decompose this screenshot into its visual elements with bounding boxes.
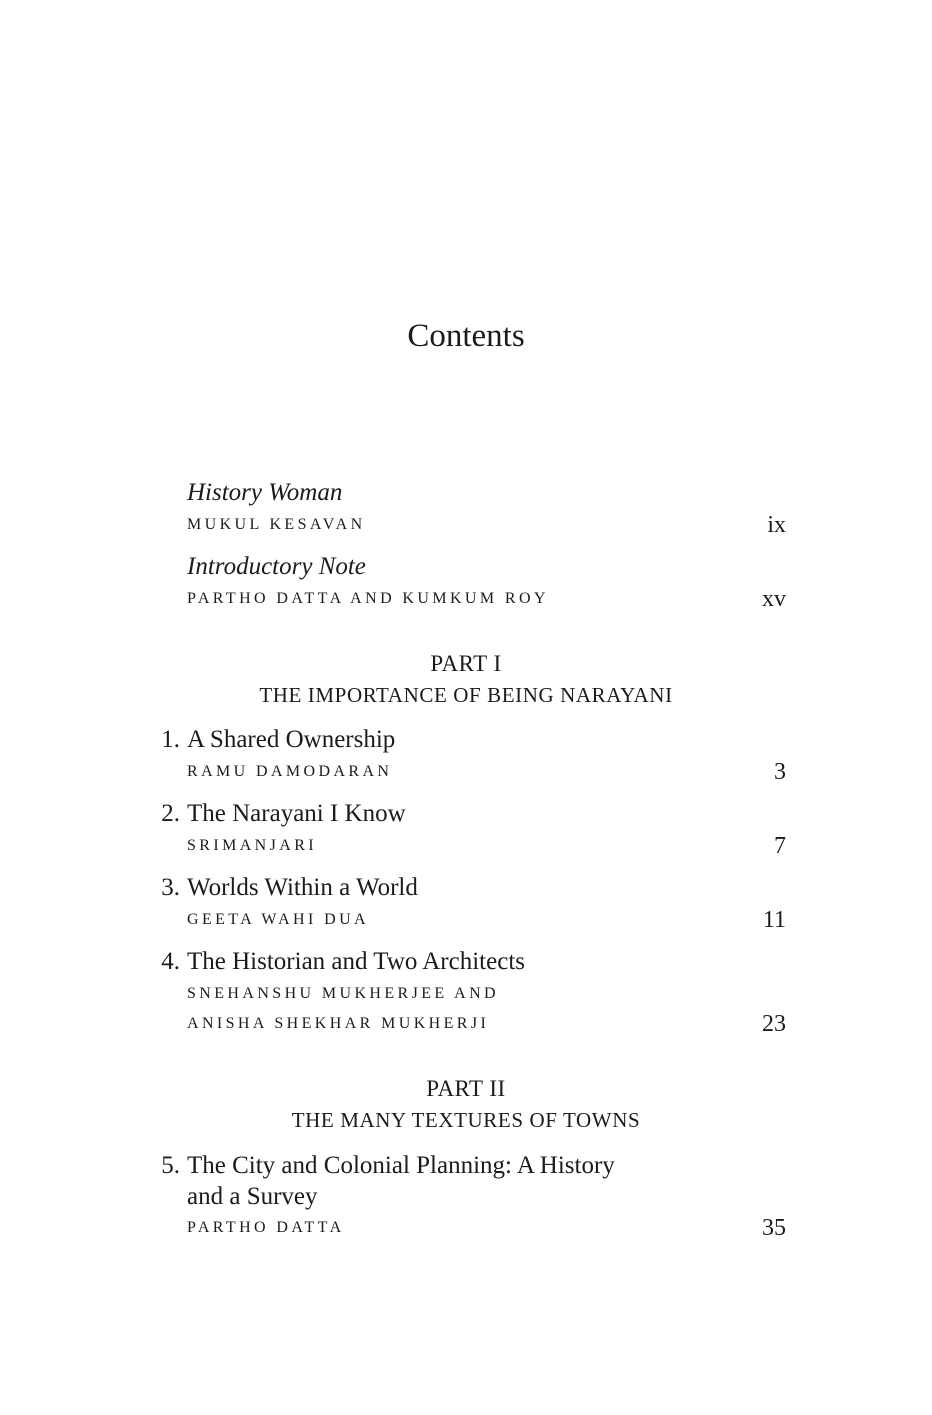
chapter-page-number[interactable]: 11 <box>762 907 786 933</box>
part-label: PART II <box>426 1076 506 1101</box>
chapter-author: PARTHO DATTA <box>187 1219 345 1236</box>
toc-entry-author-line <box>0 903 932 937</box>
chapter-author: GEETA WAHI DUA <box>187 911 370 928</box>
chapter-author: RAMU DAMODARAN <box>187 763 393 780</box>
entry-title[interactable]: History Woman <box>187 479 343 506</box>
toc-entry-author-line <box>0 829 932 863</box>
chapter-title[interactable]: The Narayani I Know <box>187 800 406 827</box>
part-label: PART I <box>430 651 502 676</box>
chapter-title[interactable]: and a Survey <box>187 1183 318 1210</box>
toc-chapter-3[interactable] <box>0 871 932 905</box>
chapter-number: 2. <box>161 800 180 827</box>
chapter-title[interactable]: The Historian and Two Architects <box>187 948 525 975</box>
chapter-page-number[interactable]: 23 <box>762 1011 786 1037</box>
chapter-author: SNEHANSHU MUKHERJEE AND <box>187 985 499 1002</box>
page-title: Contents <box>407 318 525 354</box>
chapter-page-number[interactable]: 35 <box>762 1215 786 1241</box>
part-heading-2 <box>0 1073 932 1135</box>
entry-author: PARTHO DATTA AND KUMKUM ROY <box>187 590 549 607</box>
chapter-number: 3. <box>161 874 180 901</box>
toc-chapter-5[interactable] <box>0 1149 932 1183</box>
chapter-page-number[interactable]: 3 <box>774 759 786 785</box>
chapter-title[interactable]: The City and Colonial Planning: A History <box>187 1152 615 1179</box>
entry-author: MUKUL KESAVAN <box>187 516 366 533</box>
chapter-title[interactable]: Worlds Within a World <box>187 874 418 901</box>
toc-entry-introductory-note[interactable] <box>0 550 932 584</box>
toc-entry-author-line <box>0 1007 932 1041</box>
part-subtitle: THE MANY TEXTURES OF TOWNS <box>291 1108 641 1132</box>
chapter-page-number[interactable]: 7 <box>774 833 786 859</box>
part-subtitle: THE IMPORTANCE OF BEING NARAYANI <box>259 683 673 707</box>
chapter-number: 1. <box>161 726 180 753</box>
toc-entry-author-line <box>0 977 932 1011</box>
chapter-author: ANISHA SHEKHAR MUKHERJI <box>187 1015 490 1032</box>
toc-chapter-5-continued[interactable] <box>0 1180 932 1214</box>
toc-chapter-1[interactable] <box>0 723 932 757</box>
toc-entry-author-line <box>0 508 932 542</box>
toc-chapter-2[interactable] <box>0 797 932 831</box>
toc-entry-author-line <box>0 582 932 616</box>
chapter-number: 5. <box>161 1152 180 1179</box>
entry-page-number[interactable]: ix <box>767 512 786 538</box>
toc-entry-history-woman[interactable] <box>0 476 932 510</box>
part-heading-1 <box>0 648 932 710</box>
chapter-title[interactable]: A Shared Ownership <box>187 726 396 753</box>
chapter-author: SRIMANJARI <box>187 837 318 854</box>
entry-page-number[interactable]: xv <box>762 586 786 612</box>
toc-entry-author-line <box>0 1211 932 1245</box>
entry-title[interactable]: Introductory Note <box>187 553 366 580</box>
chapter-number: 4. <box>161 948 180 975</box>
toc-chapter-4[interactable] <box>0 945 932 979</box>
toc-entry-author-line <box>0 755 932 789</box>
